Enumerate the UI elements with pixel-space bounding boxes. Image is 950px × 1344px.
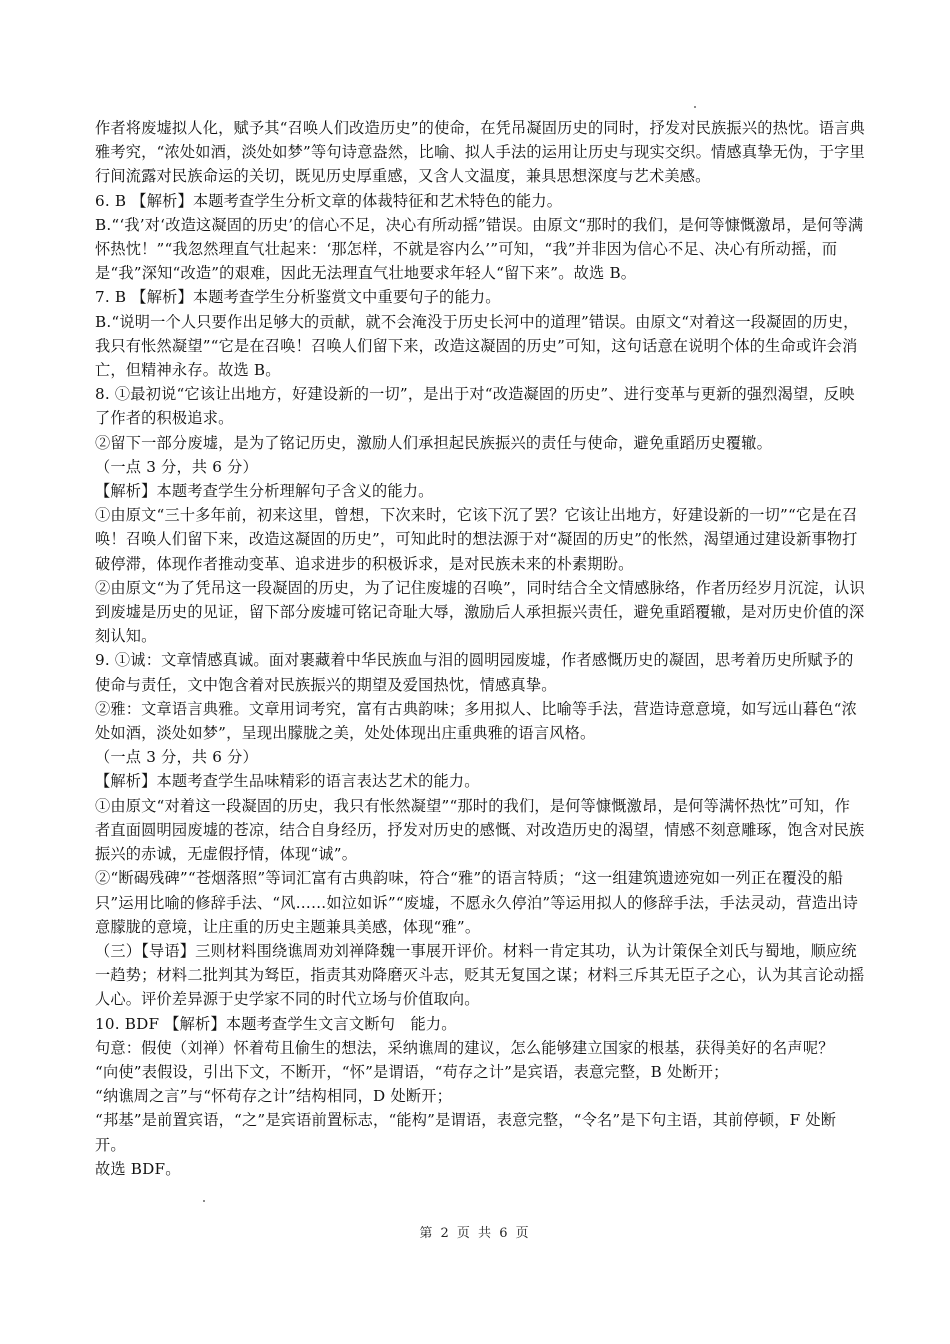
q10-answer: 10. BDF 【解析】本题考查学生文言文断句 能力。 — [95, 1014, 457, 1033]
q6-answer: 6. B 【解析】本题考查学生分析文章的体裁特征和艺术特色的能力。 — [95, 191, 563, 210]
q9-point-2: ②雅：文章语言典雅。文章用词考究，富有古典韵味；多用拟人、比喻等手法，营造诗意意境，如写远山暮色“浓处如酒，淡处如梦”，呈现出朦胧之美，处处体现出庄重典雅的语言风格。 — [95, 699, 857, 743]
q10-conclusion: 故选 BDF。 — [95, 1159, 181, 1178]
q9-analysis-1: ①由原文“对着这一段凝固的历史，我只有怅然凝望”“那时的我们，是何等慷慨激昂，是何等满怀热忱”可知，作者直面圆明园废墟的苍凉，结合自身经历，抒发对历史的感慨、对改造历史的渴望，情感不刻意雕琢，饱含对民族振兴的赤诚，无虚假抒情，体现“诚”。 — [95, 796, 865, 864]
scan-speck — [694, 106, 696, 108]
scan-speck — [203, 1200, 205, 1202]
q10-point-d: “纳谯周之言”与“怀苟存之计”结构相同，D 处断开； — [95, 1087, 453, 1106]
page-footer: 第 2 页 共 6 页 — [419, 1226, 531, 1241]
q9-analysis-2: ②“断碣残碑”“苍烟落照”等词汇富有古典韵味，符合“雅”的语言特质；“这一组建筑遗迹宛如一列正在覆没的船只”运用比喻的修辞手法、“风……如泣如诉”“废墟，不愿永久停泊”等运用拟人的修辞手法，手法灵动，营造出诗意朦胧的意境，让庄重的历史主题兼具美感，体现“雅”。 — [95, 869, 859, 936]
section-3-intro: （三）【导语】三则材料围绕谯周劝刘禅降魏一事展开评价。材料一肯定其功，认为计策保全刘氏与蜀地，顺应统一趋势；材料二批判其为驽臣，指责其劝降磨灭斗志，贬其无复国之谋；材料三斥其无臣子之心，认为其言论动摇人心。评价差异源于史学家不同的时代立场与价值取向。 — [95, 941, 865, 1009]
q9-score: （一点 3 分，共 6 分） — [95, 748, 258, 767]
q10-point-b: “向使”表假设，引出下文，不断开，“怀”是谓语，“苟存之计”是宾语，表意完整，B 处断开； — [95, 1062, 729, 1081]
q8-point-1: 8. ①最初说“它该让出地方，好建设新的一切”，是出于对“改造凝固的历史”、进行变革与更新的强烈渴望，反映了作者的积极追求。 — [95, 385, 855, 428]
q8-score: （一点 3 分，共 6 分） — [95, 457, 258, 476]
q8-analysis-heading: 【解析】本题考查学生分析理解句子含义的能力。 — [95, 482, 434, 501]
q10-meaning: 句意：假使（刘禅）怀着苟且偷生的想法，采纳谯周的建议，怎么能够建立国家的根基，获得美好的名声呢？ — [95, 1038, 834, 1057]
q10-point-f: “邦基”是前置宾语，“之”是宾语前置标志，“能构”是谓语，表意完整，“令名”是下句主语，其前停顿，F 处断开。 — [95, 1111, 837, 1154]
q7-answer: 7. B 【解析】本题考查学生分析鉴赏文中重要句子的能力。 — [95, 288, 501, 307]
q8-analysis-2: ②由原文“为了凭吊这一段凝固的历史，为了记住废墟的召唤”，同时结合全文情感脉络，作者历经岁月沉淀，认识到废墟是历史的见证，留下部分废墟可铭记奇耻大辱，激励后人承担振兴责任，避免重蹈覆辙，是对历史价值的深刻认知。 — [95, 578, 865, 646]
q9-point-1: 9. ①诚：文章情感真诚。面对裹藏着中华民族血与泪的圆明园废墟，作者感慨历史的凝固，思考着历史所赋予的使命与责任，文中饱含着对民族振兴的期望及爱国热忱，情感真挚。 — [95, 651, 854, 694]
answer-content — [95, 116, 865, 1181]
q7-analysis: B.“说明一个人只要作出足够大的贡献，就不会淹没于历史长河中的道理”错误。由原文“对着这一段凝固的历史，我只有怅然凝望”“它是在召唤！召唤人们留下来，改造这凝固的历史”可知，这句话意在说明个体的生命或许会消亡，但精神永存。故选 B。 — [95, 312, 859, 380]
q6-analysis: B.“‘我’对‘改造这凝固的历史’的信心不足，决心有所动摇”错误。由原文“那时的我们，是何等慷慨激昂，是何等满怀热忱！”“我忽然理直气壮起来：‘那怎样，不就是容内么’”可知，“我”并非因为信心不足、决心有所动摇，而是“我”深知“改造”的艰难，因此无法理直气壮地要求年轻人“留下来”。故选 B。 — [95, 215, 864, 283]
q9-analysis-heading: 【解析】本题考查学生品味精彩的语言表达艺术的能力。 — [95, 772, 480, 791]
paragraph-intro: 作者将废墟拟人化，赋予其“召唤人们改造历史”的使命，在凭吊凝固历史的同时，抒发对民族振兴的热忱。语言典雅考究，“浓处如酒，淡处如梦”等句诗意盎然，比喻、拟人手法的运用让历史与现实交织。情感真挚无伪，于字里行间流露对民族命运的关切，既见历史厚重感，又含人文温度，兼具思想深度与艺术美感。 — [95, 119, 865, 186]
q8-point-2: ②留下一部分废墟，是为了铭记历史，激励人们承担起民族振兴的责任与使命，避免重蹈历史覆辙。 — [95, 433, 773, 452]
q8-analysis-1: ①由原文“三十多年前，初来这里，曾想，下次来时，它该下沉了罢？它该让出地方，好建设新的一切”“它是在召唤！召唤人们留下来，改造这凝固的历史”，可知此时的想法源于对“凝固的历史”的怅然，渴望通过建设新事物打破停滞，体现作者推动变革、追求进步的积极诉求，是对民族未来的朴素期盼。 — [95, 506, 858, 573]
